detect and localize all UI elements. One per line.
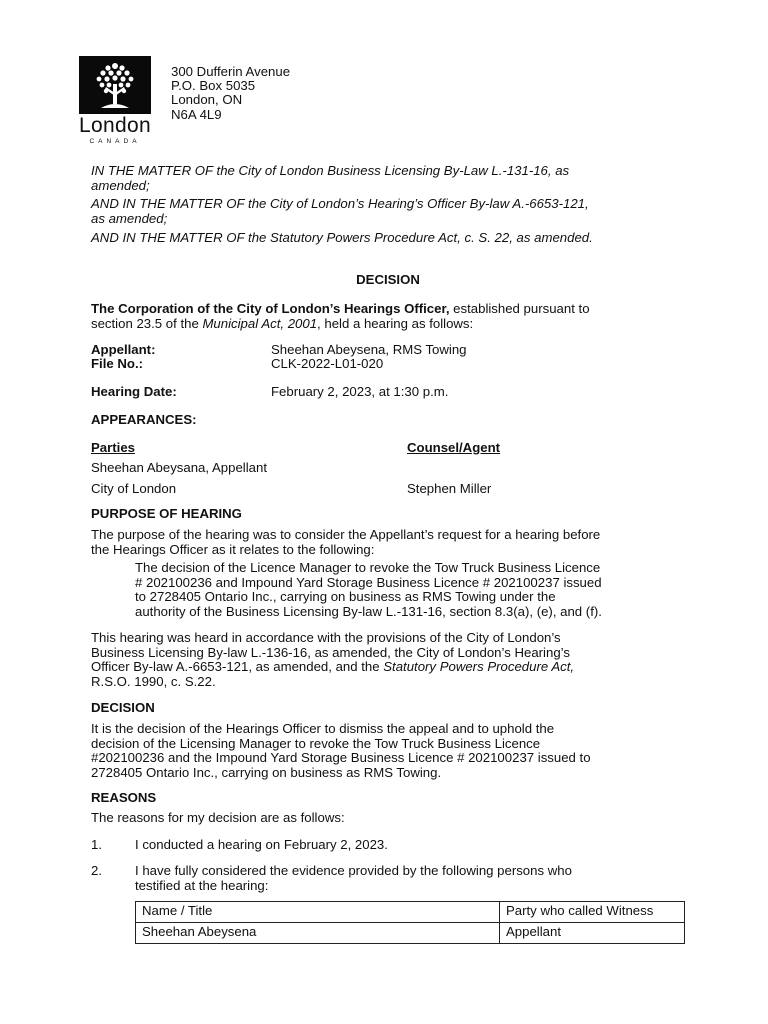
decision-heading: DECISION (91, 700, 155, 715)
table-header-row (136, 902, 685, 923)
party-city: City of London (91, 481, 177, 496)
matter-1: IN THE MATTER OF the City of London Business Licensing By-Law L.-131-16, as amended; (91, 163, 570, 193)
tree-icon (79, 56, 151, 114)
purpose-paragraph: The purpose of the hearing was to consider the Appellant’s request for a hearing before the Hearings Officer as it relates to the following: (91, 527, 601, 557)
address-line: 300 Dufferin Avenue (171, 64, 291, 79)
counsel-city: Stephen Miller (407, 481, 492, 496)
hearing-date-label: Hearing Date: (91, 384, 177, 399)
matter-2: AND IN THE MATTER OF the City of London’s Hearing’s Officer By-law A.-6653-121, as amended; (91, 196, 589, 226)
hearing-basis-paragraph: This hearing was heard in accordance with the provisions of the City of London’s Business Licensing By-law L.-136-16, as amended, the City of London’s Hearing’s Officer By-law A.-6653-121, as amended, and the Statutory Powers Procedure Act, R.S.O. 1990, c. S.22. (91, 630, 575, 689)
table-header-cell: Party who called Witness (500, 902, 685, 923)
reasons-intro: The reasons for my decision are as follows: (91, 810, 345, 825)
reason-number-1: 1. (91, 837, 102, 852)
reason-text-2: I have fully considered the evidence provided by the following persons who testified at the hearing: (135, 863, 572, 893)
intro-paragraph: The Corporation of the City of London’s Hearings Officer, established pursuant to section 23.5 of the Municipal Act, 2001, held a hearing as follows: (91, 301, 590, 331)
reasons-heading: REASONS (91, 790, 157, 805)
table-cell: Appellant (500, 923, 685, 944)
parties-header: Parties (91, 440, 135, 455)
party-appellant: Sheehan Abeysana, Appellant (91, 460, 267, 475)
matter-3: AND IN THE MATTER OF the Statutory Powers Procedure Act, c. S. 22, as amended. (91, 230, 593, 245)
file-label: File No.: (91, 356, 144, 371)
file-value: CLK-2022-L01-020 (271, 356, 384, 371)
document-title: DECISION (356, 272, 420, 287)
address-line: N6A 4L9 (171, 106, 222, 122)
logo-wordmark: London (79, 114, 151, 137)
hearing-date-value: February 2, 2023, at 1:30 p.m. (271, 384, 449, 399)
table-cell: Sheehan Abeysena (136, 923, 500, 944)
city-of-london-logo (75, 56, 155, 146)
reason-number-2: 2. (91, 863, 102, 878)
logo-subtitle: CANADA (89, 138, 141, 145)
purpose-quote: The decision of the Licence Manager to revoke the Tow Truck Business Licence # 202100236 and Impound Yard Storage Business Licence # 202100237 issued to 2728405 Ontario Inc., carrying on business as RMS Towing under the authority of the Business Licensing By-law L.-131-16, section 8.3(a), (e), and (f). (135, 560, 602, 619)
table-header-cell: Name / Title (136, 902, 500, 923)
counsel-header: Counsel/Agent (407, 440, 501, 455)
address-line: P.O. Box 5035 (171, 78, 256, 94)
witness-table (135, 901, 685, 944)
reason-text-1: I conducted a hearing on February 2, 2023. (135, 837, 388, 852)
appellant-label: Appellant: (91, 342, 156, 357)
decision-paragraph: It is the decision of the Hearings Officer to dismiss the appeal and to uphold the decision of the Licensing Manager to revoke the Tow Truck Business Licence #202100236 and the Impound Yard Storage Business Licence # 202100237 issued to 2728405 Ontario Inc., carrying on business as RMS Towing. (91, 721, 591, 780)
city-address (171, 65, 290, 122)
address-line: London, ON (171, 92, 243, 108)
appellant-value: Sheehan Abeysena, RMS Towing (271, 342, 467, 357)
table-row (136, 923, 685, 944)
purpose-heading: PURPOSE OF HEARING (91, 506, 242, 521)
appearances-heading: APPEARANCES: (91, 412, 197, 427)
